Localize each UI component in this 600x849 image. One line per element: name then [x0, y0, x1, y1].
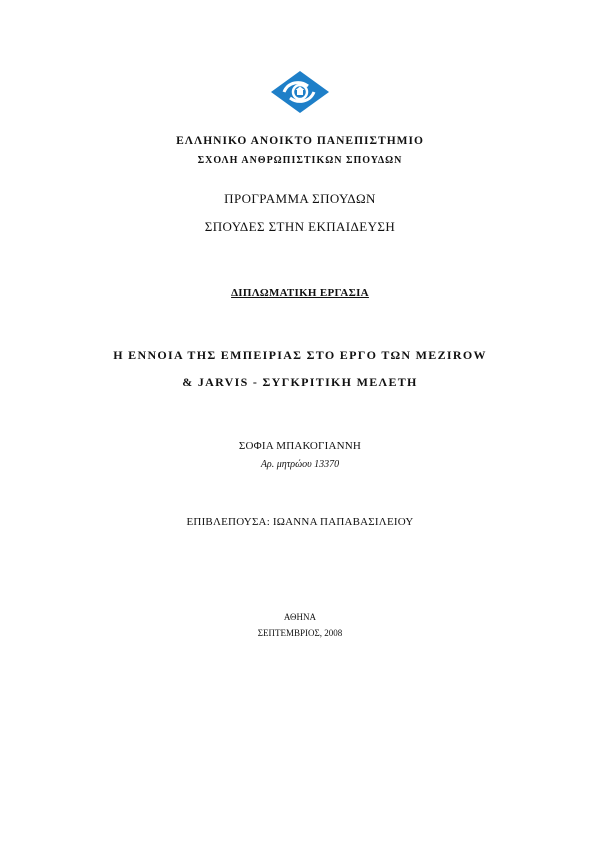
program-title: ΠΡΟΓΡΑΜΜΑ ΣΠΟΥΔΩΝ [224, 191, 376, 206]
date: ΣΕΠΤΕΜΒΡΙΟΣ, 2008 [257, 628, 343, 638]
school-name: ΣΧΟΛΗ ΑΝΘΡΩΠΙΣΤΙΚΩΝ ΣΠΟΥΔΩΝ [197, 155, 403, 166]
thesis-title-line-1: Η ΕΝΝΟΙΑ ΤΗΣ ΕΜΠΕΙΡΙΑΣ ΣΤΟ ΕΡΓΟ ΤΩΝ MEZIROW [113, 348, 487, 362]
registration-number: Αρ. μητρώου 13370 [260, 459, 340, 470]
university-name: ΕΛΛΗΝΙΚΟ ΑΝΟΙΚΤΟ ΠΑΝΕΠΙΣΤΗΜΙΟ [176, 135, 424, 147]
city: ΑΘΗΝΑ [283, 612, 317, 622]
thesis-type-label: ΔΙΠΛΩΜΑΤΙΚΗ ΕΡΓΑΣΙΑ [231, 287, 369, 299]
university-logo-icon [270, 70, 330, 114]
supervisor-name: ΕΠΙΒΛΕΠΟΥΣΑ: ΙΩΑΝΝΑ ΠΑΠΑΒΑΣΙΛΕΙΟΥ [186, 516, 414, 528]
program-subtitle: ΣΠΟΥΔΕΣ ΣΤΗΝ ΕΚΠΑΙΔΕΥΣΗ [204, 219, 396, 234]
thesis-title-line-2: & JARVIS - ΣΥΓΚΡΙΤΙΚΗ ΜΕΛΕΤΗ [182, 375, 418, 389]
author-name: ΣΟΦΙΑ ΜΠΑΚΟΓΙΑΝΝΗ [238, 440, 362, 452]
